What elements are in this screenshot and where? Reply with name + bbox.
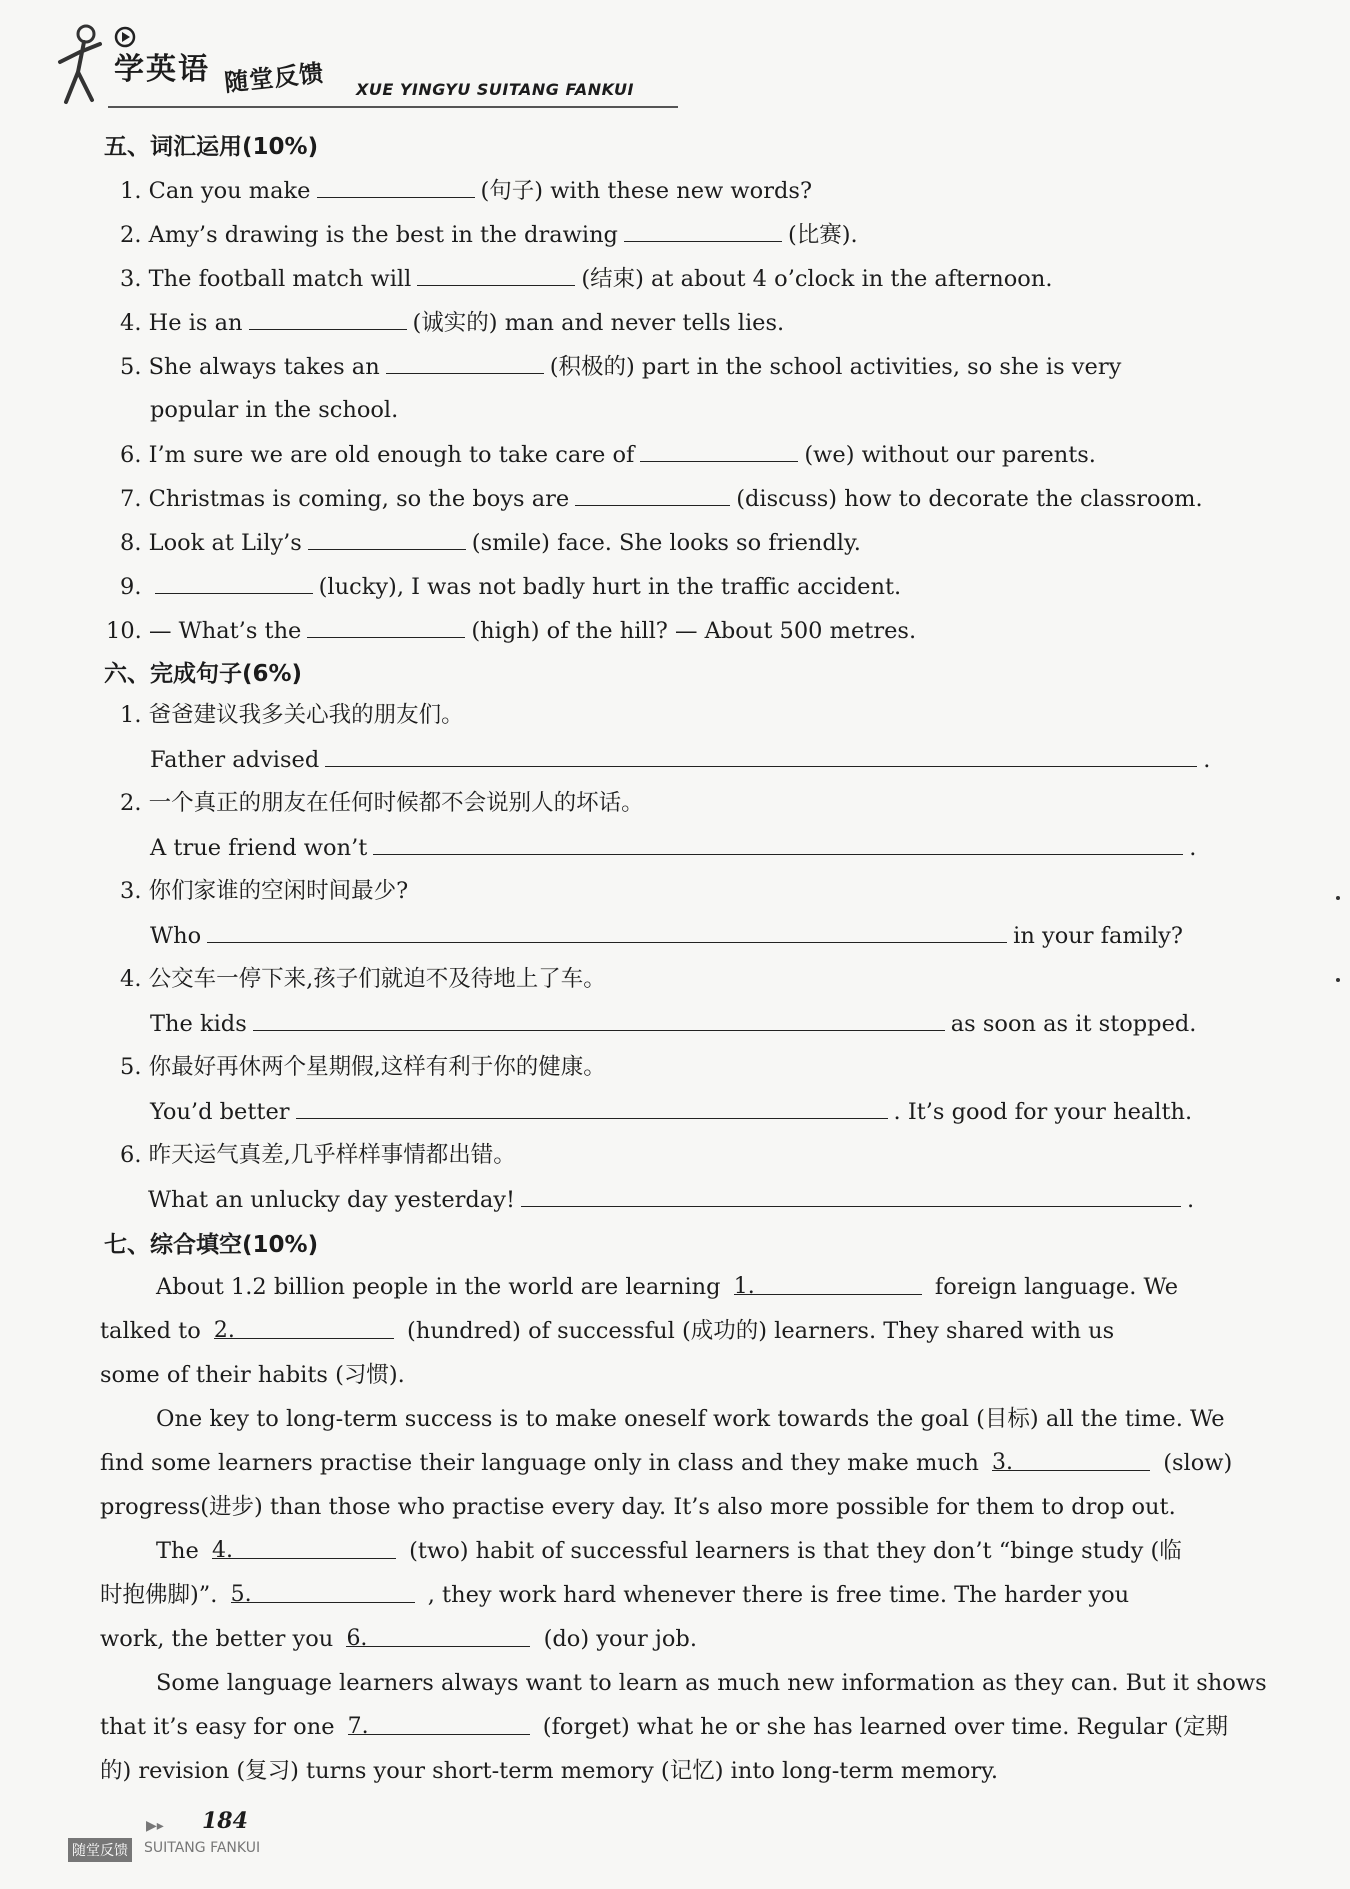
- s7-line: One key to long-term success is to make oneself work towards the goal (目标) all the time. We: [156, 1406, 1225, 1432]
- s5-item-5: 5. She always takes an (积极的) part in the school activities, so she is very: [120, 351, 1121, 382]
- s6-item-2-en: A true friend won’t .: [150, 832, 1196, 863]
- s6-item-2-cn: 2. 一个真正的朋友在任何时候都不会说别人的坏话。: [120, 790, 644, 816]
- footer-tag-en: SUITANG FANKUI: [144, 1840, 261, 1856]
- answer-blank[interactable]: [296, 1096, 888, 1119]
- s7-line: The 4. (two) habit of successful learners is that they don’t “binge study (临: [156, 1538, 1182, 1564]
- s7-line: 时抱佛脚)”. 5. , they work hard whenever there is free time. The harder you: [100, 1582, 1130, 1608]
- s7-line: work, the better you 6. (do) your job.: [100, 1626, 697, 1652]
- section5-heading: 五、词汇运用(10%): [104, 134, 319, 160]
- answer-blank[interactable]: [624, 219, 782, 242]
- page-number: 184: [202, 1808, 248, 1834]
- s6-item-3-cn: 3. 你们家谁的空闲时间最少?: [120, 878, 409, 904]
- answer-blank[interactable]: [325, 744, 1197, 767]
- cloze-blank-2[interactable]: 2.: [214, 1316, 394, 1339]
- answer-blank[interactable]: [253, 1008, 945, 1031]
- answer-blank[interactable]: [308, 527, 466, 550]
- s6-item-4-en: The kids as soon as it stopped.: [150, 1008, 1196, 1039]
- s5-item-7: 7. Christmas is coming, so the boys are (discuss) how to decorate the classroom.: [120, 483, 1203, 514]
- s5-item-2: 2. Amy’s drawing is the best in the drawing (比赛).: [120, 219, 858, 250]
- header-subtitle-cn: 随堂反馈: [223, 58, 326, 98]
- s7-line: Some language learners always want to learn as much new information as they can. But it shows: [156, 1670, 1267, 1696]
- s5-item-10: 10. — What’s the (high) of the hill? — About 500 metres.: [106, 615, 916, 646]
- answer-blank[interactable]: [640, 439, 798, 462]
- answer-blank[interactable]: [575, 483, 730, 506]
- section7-heading: 七、综合填空(10%): [104, 1232, 319, 1258]
- s7-line: About 1.2 billion people in the world are learning 1. foreign language. We: [156, 1274, 1179, 1300]
- answer-blank[interactable]: [317, 175, 475, 198]
- cloze-blank-5[interactable]: 5.: [231, 1580, 415, 1603]
- s7-line: talked to 2. (hundred) of successful (成功的) learners. They shared with us: [100, 1318, 1115, 1344]
- header-divider: [108, 106, 678, 108]
- cloze-blank-7[interactable]: 7.: [348, 1712, 530, 1735]
- cloze-blank-6[interactable]: 6.: [346, 1624, 530, 1647]
- answer-blank[interactable]: [307, 615, 465, 638]
- answer-blank[interactable]: [155, 571, 313, 594]
- s5-item-5-cont: popular in the school.: [150, 397, 399, 423]
- s6-item-5-en: You’d better . It’s good for your health.: [150, 1096, 1192, 1127]
- answer-blank[interactable]: [521, 1184, 1181, 1207]
- s5-item-1: 1. Can you make (句子) with these new words?: [120, 175, 812, 206]
- header-title-en: XUE YINGYU SUITANG FANKUI: [356, 80, 634, 99]
- s5-item-3: 3. The football match will (结束) at about 4 o’clock in the afternoon.: [120, 263, 1053, 294]
- s6-item-3-en: Who in your family?: [150, 920, 1183, 951]
- s6-item-1-cn: 1. 爸爸建议我多关心我的朋友们。: [120, 702, 464, 728]
- s5-item-6: 6. I’m sure we are old enough to take care of (we) without our parents.: [120, 439, 1096, 470]
- s5-item-8: 8. Look at Lily’s (smile) face. She looks so friendly.: [120, 527, 861, 558]
- page-header: [48, 14, 638, 114]
- answer-blank[interactable]: [207, 920, 1007, 943]
- s7-line: some of their habits (习惯).: [100, 1362, 405, 1388]
- answer-blank[interactable]: [417, 263, 575, 286]
- s6-item-6-en: What an unlucky day yesterday! .: [148, 1184, 1194, 1215]
- footer-tag-cn: 随堂反馈: [68, 1838, 132, 1862]
- header-title-cn: 学英语: [114, 52, 210, 87]
- cloze-blank-3[interactable]: 3.: [992, 1448, 1150, 1471]
- s5-item-4: 4. He is an (诚实的) man and never tells lies.: [120, 307, 784, 338]
- margin-dot: [1336, 896, 1340, 900]
- answer-blank[interactable]: [249, 307, 407, 330]
- runner-logo-icon: [48, 22, 108, 112]
- section6-heading: 六、完成句子(6%): [104, 661, 303, 687]
- s7-line: 的) revision (复习) turns your short-term memory (记忆) into long-term memory.: [100, 1758, 999, 1784]
- s6-item-6-cn: 6. 昨天运气真差,几乎样样事情都出错。: [120, 1142, 516, 1168]
- s6-item-1-en: Father advised .: [150, 744, 1210, 775]
- s7-line: find some learners practise their language only in class and they make much 3. (slow): [100, 1450, 1233, 1476]
- s7-line: progress(进步) than those who practise every day. It’s also more possible for them to drop out.: [100, 1494, 1176, 1520]
- s6-item-4-cn: 4. 公交车一停下来,孩子们就迫不及待地上了车。: [120, 966, 606, 992]
- cloze-blank-4[interactable]: 4.: [212, 1536, 396, 1559]
- s5-item-9: 9. (lucky), I was not badly hurt in the traffic accident.: [120, 571, 901, 602]
- footer-arrow-icon: ▶▸: [146, 1818, 164, 1834]
- s7-line: that it’s easy for one 7. (forget) what he or she has learned over time. Regular (定期: [100, 1714, 1228, 1740]
- s6-item-5-cn: 5. 你最好再休两个星期假,这样有利于你的健康。: [120, 1054, 606, 1080]
- margin-dot: [1336, 978, 1340, 982]
- answer-blank[interactable]: [373, 832, 1183, 855]
- answer-blank[interactable]: [386, 351, 544, 374]
- cloze-blank-1[interactable]: 1.: [734, 1272, 922, 1295]
